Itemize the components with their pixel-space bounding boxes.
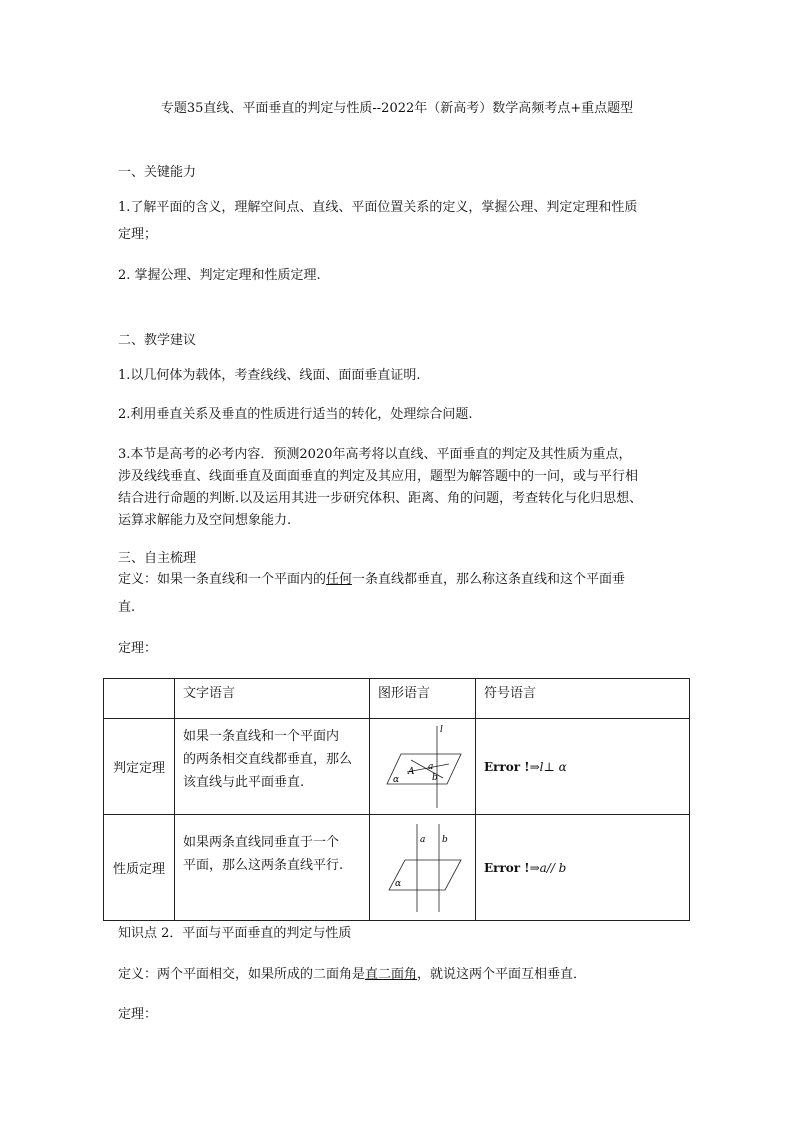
table-header-cell bbox=[104, 679, 175, 719]
teaching-item-1: 1.以几何体为载体，考查线线、线面、面面垂直证明. bbox=[118, 368, 421, 383]
row-symbol bbox=[476, 815, 690, 921]
row-figure bbox=[370, 719, 476, 815]
definition-line bbox=[118, 570, 625, 590]
plane-definition-prefix: 定义：两个平面相交，如果所成的二面角是 bbox=[118, 967, 366, 982]
definition-suffix: 一条直线都垂直，那么称这条直线和这个平面垂 bbox=[352, 572, 626, 587]
ability-item-1-cont: 定理； bbox=[118, 227, 158, 242]
fig-label-b: b bbox=[431, 772, 438, 783]
page-title: 专题35直线、平面垂直的判定与性质--2022年（新高考）数学高频考点+重点题型 bbox=[160, 101, 634, 116]
plane-definition-suffix: ，就说这两个平面互相垂直． bbox=[417, 967, 587, 982]
plane-theorem-label: 定理： bbox=[118, 1007, 158, 1022]
parallel-perpendicular-lines-figure bbox=[383, 820, 463, 916]
table-row bbox=[104, 719, 690, 815]
table-header-row bbox=[104, 679, 690, 719]
row-text: 如果两条直线同垂直于一个 平面，那么这两条直线平行. bbox=[175, 815, 370, 921]
teaching-item-3-l4: 运算求解能力及空间想象能力. bbox=[118, 513, 292, 528]
symbol-result: a// b bbox=[539, 860, 567, 875]
definition-prefix: 定义：如果一条直线和一个平面内的 bbox=[118, 572, 327, 587]
ability-item-2: 2. 掌握公理、判定定理和性质定理. bbox=[118, 268, 321, 283]
theorem-label: 定理： bbox=[118, 641, 158, 656]
ability-item-1: 1.了解平面的含义，理解空间点、直线、平面位置关系的定义，掌握公理、判定定理和性质 bbox=[118, 200, 638, 215]
fig-label-a: a bbox=[419, 834, 425, 845]
fig-label-alpha: α bbox=[394, 878, 401, 889]
knowledge-point-2-heading: 知识点 2．平面与平面垂直的判定与性质 bbox=[118, 926, 352, 941]
row-text: 如果一条直线和一个平面内 的两条相交直线都垂直，那么 该直线与此平面垂直. bbox=[175, 719, 370, 815]
implies-symbol: ⇒ bbox=[529, 860, 540, 875]
fig-label-alpha: α bbox=[392, 774, 399, 785]
fig-label-A: A bbox=[407, 766, 414, 777]
teaching-item-2: 2.利用垂直关系及垂直的性质进行适当的转化，处理综合问题. bbox=[118, 407, 473, 422]
row-label: 性质定理 bbox=[104, 815, 175, 921]
fig-label-a: a bbox=[427, 761, 433, 772]
plane-definition-line bbox=[118, 965, 586, 985]
definition-line-2: 直. bbox=[118, 600, 136, 615]
table-header-cell: 图形语言 bbox=[370, 679, 476, 719]
theorem-table bbox=[103, 678, 690, 921]
teaching-item-3-l3: 结合进行命题的判断.以及运用其进一步研究体积、距离、角的问题，考查转化与化归思想、 bbox=[118, 491, 643, 506]
definition-underlined: 任何 bbox=[326, 572, 353, 587]
table-header-cell: 文字语言 bbox=[175, 679, 370, 719]
section-heading-key-abilities: 一、关键能力 bbox=[118, 165, 197, 180]
row-symbol bbox=[476, 719, 690, 815]
teaching-item-3-l2: 涉及线线垂直、线面垂直及面面垂直的判定及其应用，题型为解答题中的一问，或与平行相 bbox=[118, 469, 639, 484]
symbol-result: l⊥ α bbox=[539, 759, 567, 774]
row-label: 判定定理 bbox=[104, 719, 175, 815]
section-heading-teaching: 二、教学建议 bbox=[118, 333, 197, 348]
implies-symbol: ⇒ bbox=[529, 759, 540, 774]
fig-label-l: l bbox=[439, 724, 443, 735]
section-heading-review: 三、自主梳理 bbox=[118, 551, 197, 566]
symbol-error: Error ! bbox=[484, 860, 530, 875]
table-header-cell: 符号语言 bbox=[476, 679, 690, 719]
row-figure bbox=[370, 815, 476, 921]
fig-label-b: b bbox=[441, 834, 448, 845]
table-row bbox=[104, 815, 690, 921]
plane-definition-underlined: 直二面角 bbox=[365, 967, 418, 982]
symbol-error: Error ! bbox=[484, 759, 530, 774]
line-plane-perpendicular-figure bbox=[383, 722, 463, 812]
teaching-item-3-l1: 3.本节是高考的必考内容．预测2020年高考将以直线、平面垂直的判定及其性质为重点， bbox=[118, 447, 632, 462]
